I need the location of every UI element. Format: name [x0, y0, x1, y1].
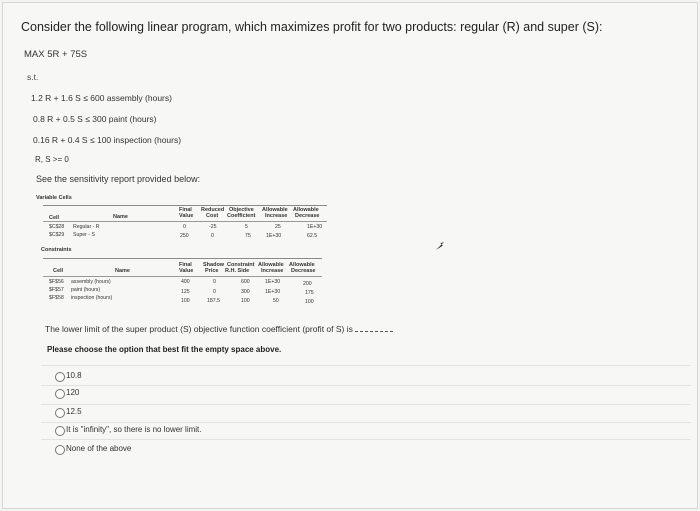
- radio-button-icon[interactable]: [55, 372, 65, 382]
- con-header-divider: [43, 276, 322, 277]
- var-row-2-final: 250: [180, 233, 189, 239]
- con-row-1-final: 400: [181, 279, 190, 285]
- radio-button-icon[interactable]: [55, 426, 65, 436]
- con-row-1-shadow: 0: [213, 279, 216, 285]
- con-row-2-cell: $F$57: [49, 287, 64, 293]
- option-label: 12.5: [66, 407, 82, 416]
- see-report-text: See the sensitivity report provided below:: [36, 174, 201, 184]
- var-header-objective-2: Coefficient: [227, 213, 256, 219]
- var-header-final-2: Value: [179, 213, 194, 219]
- lower-limit-question: [45, 324, 393, 334]
- con-row-2-name: paint (hours): [71, 287, 101, 293]
- con-header-final-2: Value: [179, 268, 194, 274]
- var-header-allow-dec-1: Allowable: [293, 207, 319, 213]
- var-row-1-decrease: 1E+30: [307, 224, 323, 230]
- var-header-allow-inc-2: Increase: [265, 213, 288, 219]
- var-row-2-increase: 1E+30: [266, 233, 282, 239]
- var-row-2-objective: 75: [245, 233, 251, 239]
- con-row-1-rhs: 600: [241, 279, 250, 285]
- option-label: It is "infinity", so there is no lower limit.: [66, 425, 202, 434]
- option-divider: [41, 365, 691, 366]
- objective-function: MAX 5R + 75S: [24, 49, 88, 60]
- con-row-2-rhs: 300: [241, 289, 250, 295]
- var-row-1-objective: 5: [245, 224, 248, 230]
- constraints-table: [43, 258, 322, 307]
- con-row-2-final: 125: [181, 289, 190, 295]
- con-row-3-shadow: 187.5: [207, 298, 220, 304]
- question-intro: Consider the following linear program, which maximizes profit for two products: regular (R) and super (S):: [21, 20, 603, 34]
- con-row-2-shadow: 0: [213, 289, 216, 295]
- con-header-name: Name: [115, 268, 130, 274]
- answer-option-2[interactable]: [43, 387, 693, 405]
- constraint-paint: 0.8 R + 0.5 S ≤ 300 paint (hours): [33, 114, 157, 124]
- var-header-name: Name: [113, 214, 128, 220]
- option-divider: [41, 422, 691, 423]
- con-row-1-cell: $F$56: [49, 279, 64, 285]
- answer-blank: [355, 331, 393, 332]
- var-header-reduced-1: Reduced: [201, 207, 225, 213]
- var-row-2-cell: $C$29: [49, 232, 65, 238]
- option-label: None of the above: [66, 444, 132, 453]
- var-header-objective-1: Objective: [229, 207, 254, 213]
- option-divider: [41, 439, 691, 440]
- radio-button-icon[interactable]: [55, 445, 65, 455]
- var-row-1-name: Regular - R: [73, 224, 100, 230]
- con-header-rhs-1: Constraint: [227, 262, 255, 268]
- var-row-2-decrease: 62.5: [307, 233, 318, 239]
- con-row-2-decrease: 175: [305, 290, 314, 296]
- con-header-shadow-2: Price: [205, 268, 219, 274]
- constraint-inspection: 0.16 R + 0.4 S ≤ 100 inspection (hours): [33, 135, 182, 145]
- option-divider: [41, 385, 691, 386]
- con-header-rhs-2: R.H. Side: [225, 268, 250, 274]
- lower-limit-text: The lower limit of the super product (S) objective function coefficient (profit of S) is: [45, 324, 353, 334]
- option-label: 10.8: [66, 371, 82, 380]
- con-row-3-rhs: 100: [241, 298, 250, 304]
- var-header-final-1: Final: [179, 207, 192, 213]
- question-card: [2, 2, 698, 509]
- var-header-allow-dec-2: Decrease: [295, 213, 320, 219]
- option-label: 120: [66, 388, 80, 397]
- var-row-2-name: Super - S: [73, 232, 95, 238]
- con-row-1-decrease: 200: [303, 281, 312, 287]
- subject-to-label: s.t.: [27, 72, 39, 82]
- answer-option-5[interactable]: [43, 443, 693, 461]
- con-row-3-increase: 50: [273, 298, 279, 304]
- var-header-cell: Cell: [49, 215, 60, 221]
- var-row-2-reduced: 0: [211, 233, 214, 239]
- radio-button-icon[interactable]: [55, 408, 65, 418]
- var-row-1-final: 0: [183, 224, 186, 230]
- con-header-shadow-1: Shadow: [203, 262, 225, 268]
- variable-cells-table: [43, 205, 327, 242]
- con-row-1-name: assembly (hours): [71, 279, 111, 285]
- var-row-1-reduced: -25: [209, 224, 217, 230]
- var-header-divider: [43, 221, 327, 222]
- con-header-allow-inc-1: Allowable: [258, 262, 284, 268]
- con-row-3-name: inspection (hours): [71, 295, 113, 301]
- constraint-assembly: 1.2 R + 1.6 S ≤ 600 assembly (hours): [31, 93, 172, 103]
- con-header-allow-dec-1: Allowable: [289, 262, 315, 268]
- choose-option-instruction: Please choose the option that best fit the empty space above.: [47, 345, 282, 354]
- con-header-allow-inc-2: Increase: [261, 268, 284, 274]
- constraint-nonnegativity: R, S >= 0: [35, 155, 69, 164]
- con-row-3-final: 100: [181, 298, 190, 304]
- con-header-allow-dec-2: Decrease: [291, 268, 316, 274]
- con-row-3-cell: $F$58: [49, 295, 64, 301]
- con-header-final-1: Final: [179, 262, 192, 268]
- mouse-cursor-icon: [435, 241, 445, 251]
- con-row-3-decrease: 100: [305, 299, 314, 305]
- radio-button-icon[interactable]: [55, 389, 65, 399]
- con-header-cell: Cell: [53, 268, 64, 274]
- var-header-reduced-2: Cost: [206, 213, 219, 219]
- var-row-1-increase: 25: [275, 224, 281, 230]
- option-divider: [41, 404, 691, 405]
- var-header-allow-inc-1: Allowable: [262, 207, 288, 213]
- var-row-1-cell: $C$28: [49, 224, 65, 230]
- constraints-title: Constraints: [41, 247, 72, 253]
- con-row-1-increase: 1E+30: [265, 279, 281, 285]
- con-row-2-increase: 1E+30: [265, 289, 281, 295]
- variable-cells-title: Variable Cells: [36, 195, 72, 201]
